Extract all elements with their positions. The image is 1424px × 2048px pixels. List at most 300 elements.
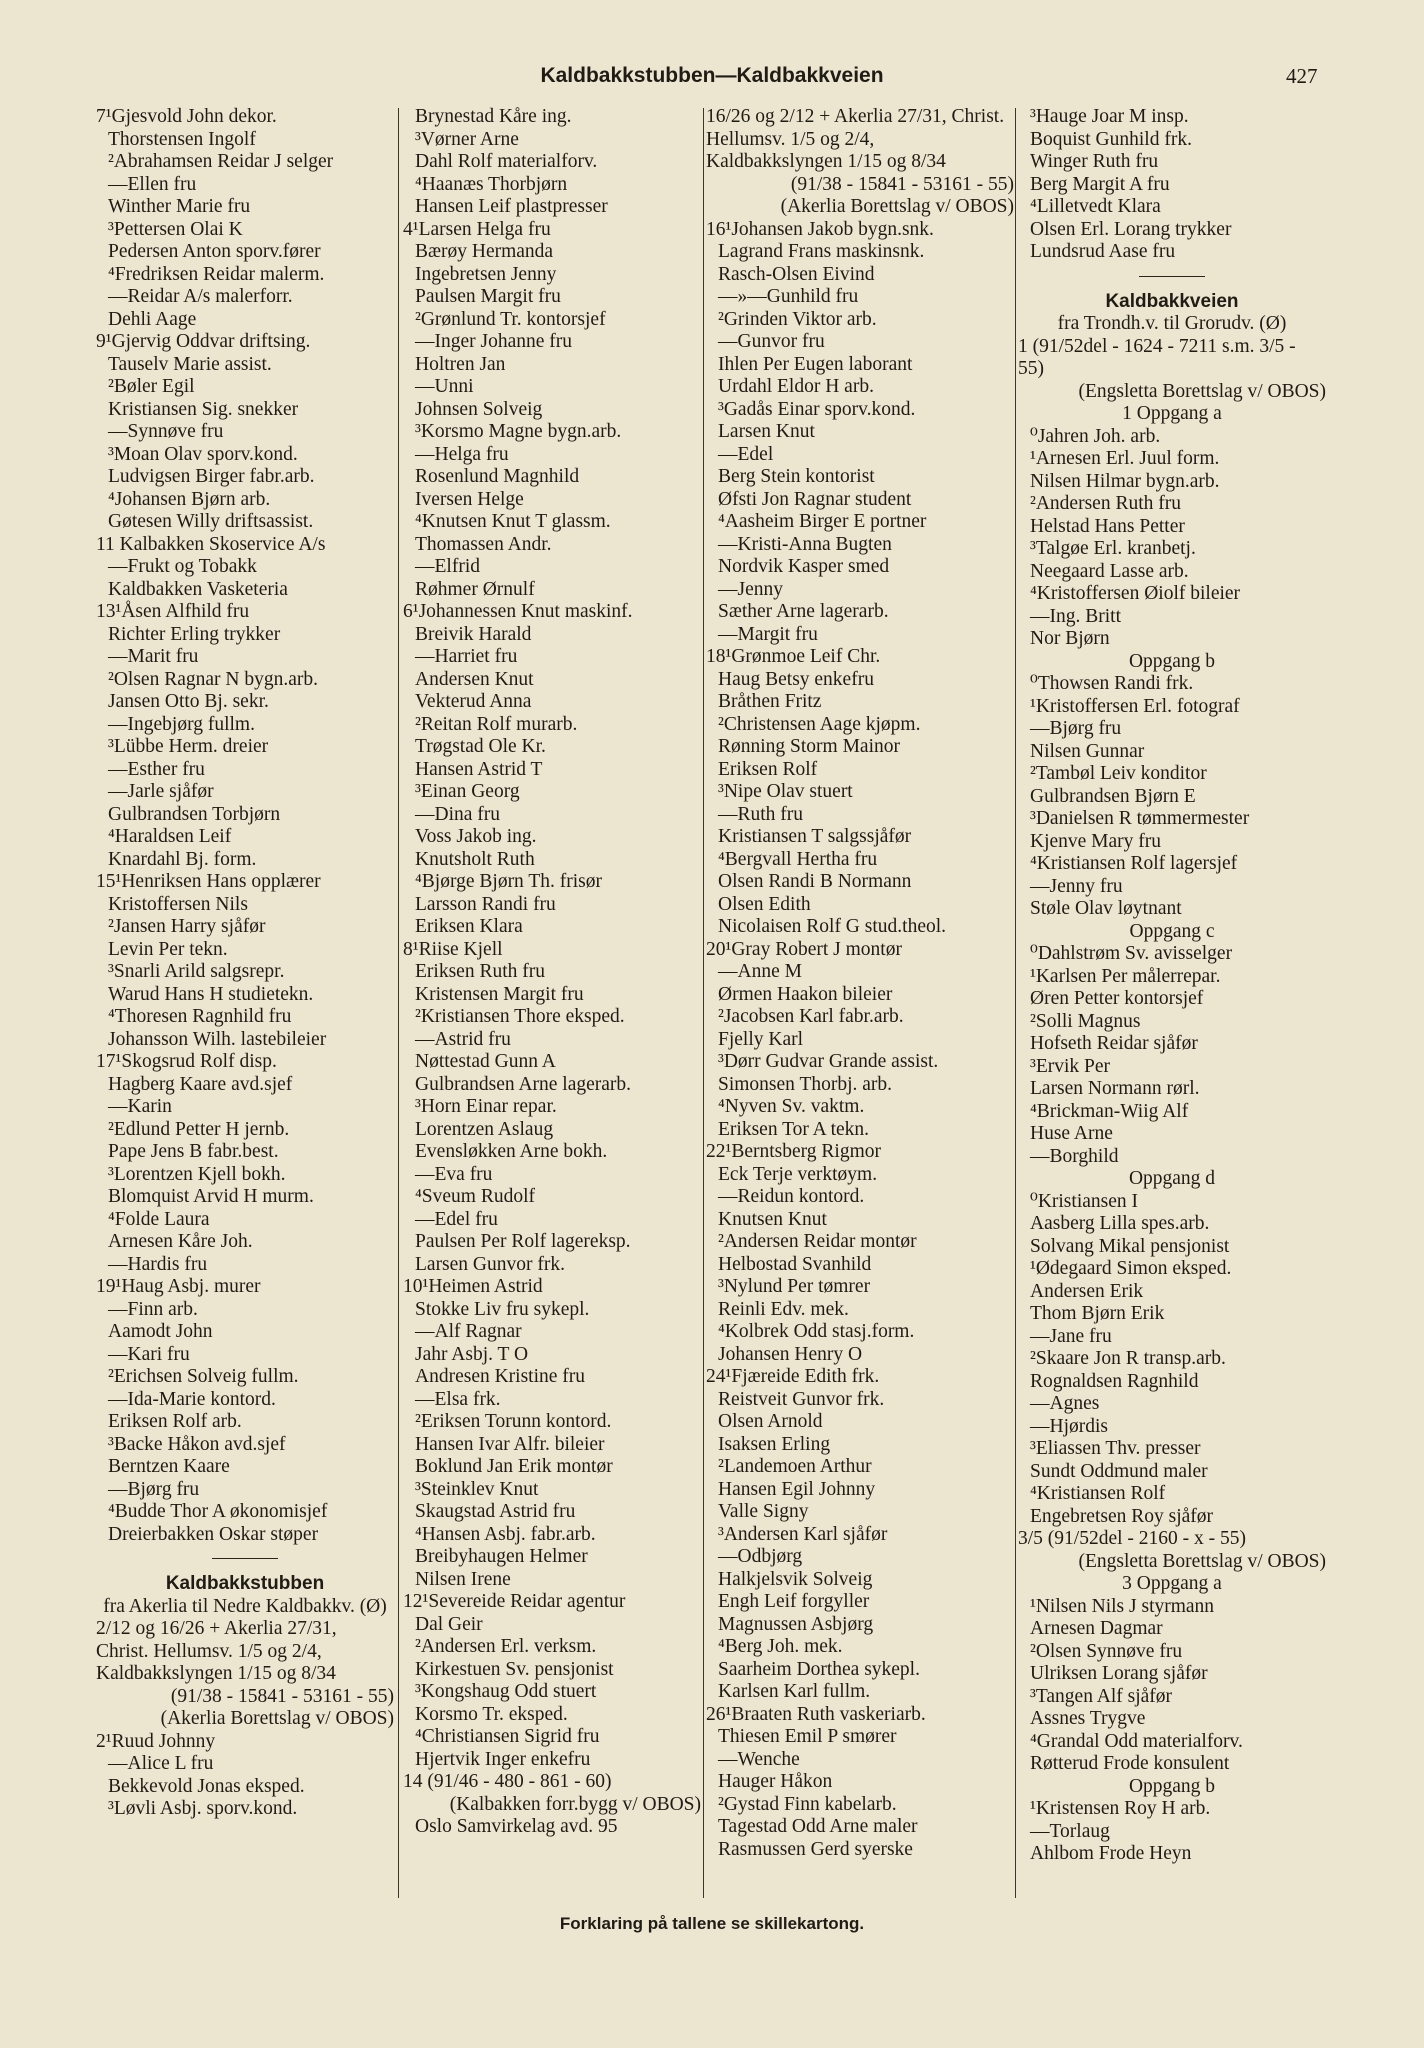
directory-entry: ³Backe Håkon avd.sjef bbox=[108, 1433, 286, 1455]
directory-entry: ¹Kristensen Roy H arb. bbox=[1030, 1798, 1211, 1819]
directory-entry: —Hardis fru bbox=[108, 1253, 208, 1275]
directory-entry: Breivik Harald bbox=[415, 623, 532, 645]
directory-entry: —Harriet fru bbox=[415, 646, 518, 667]
directory-entry: Bråthen Fritz bbox=[718, 691, 822, 712]
directory-entry: Lundsrud Aase fru bbox=[1030, 241, 1176, 262]
directory-entry: Haug Betsy enkefru bbox=[718, 668, 874, 690]
directory-entry: Dehli Aage bbox=[108, 308, 197, 330]
directory-entry: —Unni bbox=[415, 376, 474, 397]
directory-entry: Hjertvik Inger enkefru bbox=[415, 1748, 591, 1770]
entrance-label: Oppgang c bbox=[1129, 920, 1215, 942]
directory-entry: ⁴Fredriksen Reidar malerm. bbox=[108, 263, 325, 285]
directory-entry: Iversen Helge bbox=[415, 488, 524, 510]
directory-entry: Thorstensen Ingolf bbox=[108, 128, 256, 150]
directory-entry: Rosenlund Magnhild bbox=[415, 466, 580, 487]
directory-entry: Breibyhaugen Helmer bbox=[415, 1546, 588, 1567]
directory-entry: ²Eriksen Torunn kontord. bbox=[415, 1411, 612, 1432]
directory-entry: ⁴Haraldsen Leif bbox=[108, 826, 232, 847]
house-number-entry: 7¹Gjesvold John dekor. bbox=[96, 106, 277, 127]
property-info: (Kalbakken forr.bygg v/ OBOS) bbox=[449, 1793, 701, 1815]
directory-entry: Dal Geir bbox=[415, 1613, 483, 1635]
directory-entry: Kristoffersen Nils bbox=[108, 893, 248, 915]
directory-entry: —Edel fru bbox=[415, 1208, 498, 1230]
house-number-entry: 8¹Riise Kjell bbox=[403, 938, 503, 960]
directory-entry: ⁴Bjørge Bjørn Th. frisør bbox=[415, 871, 602, 892]
directory-entry: —Dina fru bbox=[415, 803, 501, 825]
directory-entry: ⁴Kristoffersen Øiolf bileier bbox=[1030, 583, 1241, 604]
directory-entry: —Inger Johanne fru bbox=[415, 331, 573, 352]
directory-entry: Ahlbom Frode Heyn bbox=[1030, 1843, 1192, 1864]
directory-entry: ³Nipe Olav stuert bbox=[718, 781, 853, 802]
directory-column-2 bbox=[403, 106, 701, 1906]
directory-entry: Paulsen Per Rolf lagereksp. bbox=[415, 1231, 631, 1252]
directory-entry: Helstad Hans Petter bbox=[1030, 515, 1185, 537]
directory-entry: ²Andersen Ruth fru bbox=[1030, 493, 1181, 514]
directory-entry: ⁴Haanæs Thorbjørn bbox=[415, 173, 568, 195]
directory-entry: ⁴Kolbrek Odd stasj.form. bbox=[718, 1321, 915, 1342]
directory-entry: Støle Olav løytnant bbox=[1030, 898, 1182, 919]
directory-entry: ³Moan Olav sporv.kond. bbox=[108, 443, 298, 465]
directory-entry: Knutsholt Ruth bbox=[415, 848, 535, 870]
directory-entry: Gulbrandsen Torbjørn bbox=[108, 803, 281, 825]
directory-entry: ³Dørr Gudvar Grande assist. bbox=[718, 1051, 939, 1072]
directory-entry: —Synnøve fru bbox=[108, 421, 224, 442]
directory-entry: —Jenny bbox=[718, 578, 783, 600]
directory-entry: Arnesen Dagmar bbox=[1030, 1618, 1163, 1639]
directory-entry: Engebretsen Roy sjåfør bbox=[1030, 1505, 1214, 1527]
directory-entry: Evensløkken Arne bokh. bbox=[415, 1141, 608, 1162]
directory-column-1 bbox=[96, 106, 394, 1906]
directory-entry: —Anne M bbox=[718, 961, 802, 982]
house-number-entry: 13¹Åsen Alfhild fru bbox=[96, 601, 250, 622]
directory-entry: —Kari fru bbox=[108, 1343, 190, 1365]
directory-entry: ³Talgøe Erl. kranbetj. bbox=[1030, 538, 1196, 559]
directory-entry: ³Andersen Karl sjåfør bbox=[718, 1523, 888, 1545]
directory-entry: Isaksen Erling bbox=[718, 1433, 831, 1455]
directory-entry: Tauselv Marie assist. bbox=[108, 353, 272, 375]
directory-entry: Bærøy Hermanda bbox=[415, 241, 554, 262]
directory-entry: ³Horn Einar repar. bbox=[415, 1096, 557, 1117]
directory-entry: Dahl Rolf materialforv. bbox=[415, 151, 598, 172]
directory-entry: ⁰Jahren Joh. arb. bbox=[1030, 425, 1161, 447]
directory-entry: ³Eliassen Thv. presser bbox=[1030, 1438, 1201, 1459]
directory-entry: Nicolaisen Rolf G stud.theol. bbox=[718, 916, 947, 937]
directory-entry: ¹Ødegaard Simon eksped. bbox=[1030, 1258, 1232, 1279]
directory-entry: ²Olsen Ragnar N bygn.arb. bbox=[108, 668, 319, 690]
column-divider bbox=[398, 108, 399, 1898]
directory-entry: —Gunvor fru bbox=[718, 331, 825, 352]
directory-entry: Eriksen Klara bbox=[415, 916, 523, 937]
entrance-label: 3 Oppgang a bbox=[1122, 1573, 1222, 1594]
directory-entry: ³Einan Georg bbox=[415, 781, 520, 802]
directory-entry: ²Abrahamsen Reidar J selger bbox=[108, 151, 334, 172]
directory-entry: ²Andersen Erl. verksm. bbox=[415, 1636, 597, 1657]
directory-entry: Pape Jens B fabr.best. bbox=[108, 1141, 279, 1162]
house-number-entry: 19¹Haug Asbj. murer bbox=[96, 1276, 261, 1297]
directory-entry: —Reidun kontord. bbox=[718, 1186, 865, 1207]
directory-entry: —Wenche bbox=[718, 1748, 800, 1770]
directory-entry: Sæther Arne lagerarb. bbox=[718, 601, 889, 622]
directory-entry: Dreierbakken Oskar støper bbox=[108, 1523, 319, 1545]
directory-entry: —Jarle sjåfør bbox=[108, 781, 214, 802]
property-info: (Engsletta Borettslag v/ OBOS) bbox=[1078, 380, 1326, 402]
directory-entry: ²Olsen Synnøve fru bbox=[1030, 1640, 1183, 1662]
directory-entry: —Edel bbox=[718, 443, 774, 465]
directory-entry: Nilsen Gunnar bbox=[1030, 740, 1145, 762]
directory-entry: Larsen Normann rørl. bbox=[1030, 1078, 1200, 1099]
directory-entry: Huse Arne bbox=[1030, 1123, 1113, 1144]
directory-entry: ²Erichsen Solveig fullm. bbox=[108, 1366, 299, 1387]
directory-entry: Røhmer Ørnulf bbox=[415, 578, 535, 600]
property-info: (Akerlia Borettslag v/ OBOS) bbox=[780, 196, 1014, 217]
house-number-entry: 26¹Braaten Ruth vaskeriarb. bbox=[706, 1703, 926, 1725]
directory-column-4 bbox=[1018, 106, 1326, 1906]
directory-entry: Skaugstad Astrid fru bbox=[415, 1501, 576, 1522]
directory-entry: Hofseth Reidar sjåfør bbox=[1030, 1033, 1198, 1054]
directory-entry: Johnsen Solveig bbox=[415, 398, 543, 420]
directory-entry: —Bjørg fru bbox=[108, 1478, 200, 1500]
house-number-entry: 22¹Berntsberg Rigmor bbox=[706, 1141, 882, 1162]
directory-entry: —Marit fru bbox=[108, 646, 199, 667]
entrance-label: Oppgang d bbox=[1128, 1168, 1216, 1189]
directory-entry: Lagrand Frans maskinsnk. bbox=[718, 241, 925, 262]
directory-entry: —Eva fru bbox=[415, 1163, 493, 1185]
directory-entry: Rognaldsen Ragnhild bbox=[1030, 1370, 1199, 1392]
directory-entry: Jansen Otto Bj. sekr. bbox=[108, 691, 269, 712]
directory-entry: ²Reitan Rolf murarb. bbox=[415, 713, 578, 735]
directory-entry: Levin Per tekn. bbox=[108, 938, 228, 960]
directory-entry: —Helga fru bbox=[415, 443, 509, 465]
house-number-entry: 18¹Grønmoe Leif Chr. bbox=[706, 646, 881, 667]
house-number-entry: 24¹Fjæreide Edith frk. bbox=[706, 1366, 880, 1387]
directory-entry: ²Skaare Jon R transp.arb. bbox=[1030, 1348, 1226, 1369]
directory-entry: Ingebretsen Jenny bbox=[415, 263, 557, 285]
directory-entry: —Jenny fru bbox=[1030, 875, 1123, 897]
directory-entry: ⁴Hansen Asbj. fabr.arb. bbox=[415, 1523, 596, 1545]
house-number-entry: 20¹Gray Robert J montør bbox=[706, 938, 902, 960]
directory-entry: ⁴Budde Thor A økonomisjef bbox=[108, 1501, 328, 1522]
directory-entry: Ørmen Haakon bileier bbox=[718, 983, 893, 1005]
directory-entry: Øfsti Jon Ragnar student bbox=[718, 488, 912, 510]
directory-entry: —Bjørg fru bbox=[1030, 718, 1122, 739]
directory-entry: Johansson Wilh. lastebileier bbox=[108, 1028, 327, 1050]
directory-entry: ²Gystad Finn kabelarb. bbox=[718, 1793, 897, 1815]
directory-entry: —Agnes bbox=[1030, 1393, 1100, 1414]
directory-entry: Andersen Knut bbox=[415, 668, 534, 690]
directory-entry: ⁴Kristiansen Rolf bbox=[1030, 1483, 1166, 1504]
directory-entry: Fjelly Karl bbox=[718, 1028, 804, 1050]
directory-entry: Kristiansen Sig. snekker bbox=[108, 398, 299, 420]
directory-entry: ⁴Kristiansen Rolf lagersjef bbox=[1030, 853, 1238, 874]
directory-entry: —Ingebjørg fullm. bbox=[108, 713, 255, 735]
directory-entry: —Astrid fru bbox=[415, 1028, 511, 1050]
directory-entry: ²Jacobsen Karl fabr.arb. bbox=[718, 1006, 904, 1027]
directory-entry: ⁰Kristiansen I bbox=[1030, 1190, 1139, 1212]
directory-entry: ³Tangen Alf sjåfør bbox=[1030, 1685, 1173, 1707]
directory-entry: ⁴Lilletvedt Klara bbox=[1030, 196, 1161, 217]
property-info: (Akerlia Borettslag v/ OBOS) bbox=[160, 1708, 394, 1729]
directory-entry: ³Pettersen Olai K bbox=[108, 218, 243, 240]
directory-entry: —Jane fru bbox=[1030, 1325, 1112, 1347]
directory-entry: —Karin bbox=[108, 1096, 172, 1117]
section-rule bbox=[1139, 276, 1205, 277]
directory-entry: Andresen Kristine fru bbox=[415, 1366, 586, 1387]
street-description: fra Trondh.v. til Grorudv. (Ø) bbox=[1057, 313, 1287, 334]
directory-entry: Hagberg Kaare avd.sjef bbox=[108, 1073, 293, 1095]
directory-entry: ³Lübbe Herm. dreier bbox=[108, 736, 269, 757]
column-divider bbox=[703, 108, 704, 1898]
directory-entry: Eck Terje verktøym. bbox=[718, 1163, 878, 1185]
directory-entry: ³Hauge Joar M insp. bbox=[1030, 106, 1189, 127]
directory-entry: —Kristi-Anna Bugten bbox=[718, 533, 892, 555]
directory-entry: ¹Karlsen Per målerrepar. bbox=[1030, 965, 1221, 987]
directory-entry: Vekterud Anna bbox=[415, 691, 532, 712]
directory-entry: Boklund Jan Erik montør bbox=[415, 1456, 613, 1477]
directory-entry: ³Korsmo Magne bygn.arb. bbox=[415, 421, 622, 442]
directory-entry: Urdahl Eldor H arb. bbox=[718, 376, 874, 397]
directory-entry: Kaldbakken Vasketeria bbox=[108, 578, 288, 600]
directory-entry: Oslo Samvirkelag avd. 95 bbox=[415, 1816, 618, 1837]
house-number-entry: 6¹Johannessen Knut maskinf. bbox=[403, 601, 633, 622]
directory-entry: ⁴Berg Joh. mek. bbox=[718, 1636, 843, 1657]
directory-entry: ²Grønlund Tr. kontorsjef bbox=[415, 308, 606, 330]
directory-entry: Brynestad Kåre ing. bbox=[415, 106, 572, 127]
directory-entry: ³Snarli Arild salgsrepr. bbox=[108, 961, 285, 982]
directory-entry: —Hjørdis bbox=[1030, 1415, 1108, 1437]
directory-entry: Thom Bjørn Erik bbox=[1030, 1303, 1165, 1324]
directory-entry: Rasmussen Gerd syerske bbox=[718, 1838, 913, 1860]
directory-entry: Rønning Storm Mainor bbox=[718, 736, 901, 757]
section-rule bbox=[212, 1558, 278, 1559]
directory-entry: ³Vørner Arne bbox=[415, 128, 519, 150]
house-number-entry: 9¹Gjervig Oddvar driftsing. bbox=[96, 331, 311, 352]
directory-entry: ³Steinklev Knut bbox=[415, 1478, 539, 1500]
directory-entry: Olsen Randi B Normann bbox=[718, 871, 912, 892]
directory-entry: Tagestad Odd Arne maler bbox=[718, 1816, 918, 1837]
directory-entry: Knutsen Knut bbox=[718, 1208, 827, 1230]
directory-column-3 bbox=[706, 106, 1014, 1906]
directory-entry: Gulbrandsen Arne lagerarb. bbox=[415, 1073, 632, 1095]
property-info: (91/38 - 15841 - 53161 - 55) bbox=[790, 173, 1014, 195]
entrance-label: 1 Oppgang a bbox=[1122, 403, 1222, 424]
directory-entry: Valle Signy bbox=[718, 1501, 809, 1522]
directory-entry: ³Kongshaug Odd stuert bbox=[415, 1681, 597, 1702]
directory-entry: ⁴Nyven Sv. vaktm. bbox=[718, 1096, 865, 1117]
directory-entry: Holtren Jan bbox=[415, 353, 506, 375]
directory-entry: Olsen Edith bbox=[718, 893, 811, 915]
directory-entry: Berg Stein kontorist bbox=[718, 466, 875, 487]
directory-entry: —Ellen fru bbox=[108, 173, 197, 195]
directory-entry: —Esther fru bbox=[108, 758, 205, 780]
directory-entry: ¹Kristoffersen Erl. fotograf bbox=[1030, 695, 1240, 717]
directory-entry: Blomquist Arvid H murm. bbox=[108, 1186, 314, 1207]
property-info: (Engsletta Borettslag v/ OBOS) bbox=[1078, 1550, 1326, 1572]
directory-entry: Arnesen Kåre Joh. bbox=[108, 1231, 253, 1252]
directory-entry: —Torlaug bbox=[1030, 1820, 1110, 1842]
directory-entry: Gulbrandsen Bjørn E bbox=[1030, 785, 1196, 807]
directory-entry: ²Grinden Viktor arb. bbox=[718, 308, 877, 330]
directory-entry: —Reidar A/s malerforr. bbox=[108, 286, 293, 307]
directory-entry: —Ida-Marie kontord. bbox=[108, 1388, 276, 1410]
directory-entry: Hansen Leif plastpresser bbox=[415, 196, 608, 217]
directory-entry: Jahr Asbj. T O bbox=[415, 1343, 529, 1365]
directory-entry: ⁴Johansen Bjørn arb. bbox=[108, 488, 271, 510]
directory-entry: Kristensen Margit fru bbox=[415, 983, 584, 1005]
house-number-entry: 14 (91/46 - 480 - 861 - 60) bbox=[403, 1771, 612, 1792]
directory-entry: Knardahl Bj. form. bbox=[108, 848, 257, 870]
directory-entry: Reinli Edv. mek. bbox=[718, 1298, 849, 1320]
house-number-entry: 16/26 og 2/12 + Akerlia 27/31, Christ. Hellumsv. 1/5 og 2/4, Kaldbakkslyngen 1/15 og 8/34 bbox=[706, 106, 1005, 172]
directory-entry: Gøtesen Willy driftsassist. bbox=[108, 511, 314, 532]
directory-entry: Berntzen Kaare bbox=[108, 1456, 230, 1477]
directory-entry: Andersen Erik bbox=[1030, 1280, 1144, 1302]
directory-entry: Olsen Arnold bbox=[718, 1411, 823, 1432]
directory-entry: —Margit fru bbox=[718, 623, 818, 645]
directory-entry: Thiesen Emil P smører bbox=[718, 1726, 897, 1747]
directory-entry: Aasberg Lilla spes.arb. bbox=[1030, 1213, 1210, 1234]
house-number-entry: 2/12 og 16/26 + Akerlia 27/31, Christ. Hellumsv. 1/5 og 2/4, Kaldbakkslyngen 1/15 og 8/34 bbox=[96, 1618, 337, 1684]
page-number: 427 bbox=[1286, 64, 1318, 88]
directory-entry: Nilsen Hilmar bygn.arb. bbox=[1030, 470, 1220, 492]
directory-entry: Kjenve Mary fru bbox=[1030, 830, 1162, 852]
house-number-entry: 4¹Larsen Helga fru bbox=[403, 218, 551, 240]
directory-entry: —Alice L fru bbox=[108, 1753, 214, 1774]
directory-entry: Kristiansen T salgssjåfør bbox=[718, 826, 912, 847]
directory-entry: Johansen Henry O bbox=[718, 1343, 863, 1365]
directory-entry: Nilsen Irene bbox=[415, 1568, 511, 1590]
directory-entry: Eriksen Rolf bbox=[718, 758, 818, 780]
directory-entry: ³Danielsen R tømmermester bbox=[1030, 808, 1250, 829]
house-number-entry: 12¹Severeide Reidar agentur bbox=[403, 1591, 626, 1612]
directory-entry: Simonsen Thorbj. arb. bbox=[718, 1073, 893, 1095]
directory-entry: Sundt Oddmund maler bbox=[1030, 1460, 1208, 1482]
directory-entry: Neegaard Lasse arb. bbox=[1030, 560, 1189, 582]
directory-entry: Lorentzen Aslaug bbox=[415, 1118, 554, 1140]
directory-entry: Hansen Astrid T bbox=[415, 758, 543, 780]
directory-entry: Rasch-Olsen Eivind bbox=[718, 263, 875, 285]
house-number-entry: 3/5 (91/52del - 2160 - x - 55) bbox=[1018, 1528, 1247, 1549]
house-number-entry: 1 (91/52del - 1624 - 7211 s.m. 3/5 - 55) bbox=[1018, 335, 1296, 379]
directory-entry: Larsson Randi fru bbox=[415, 893, 556, 915]
directory-entry: Eriksen Rolf arb. bbox=[108, 1411, 242, 1432]
directory-entry: Magnussen Asbjørg bbox=[718, 1613, 874, 1635]
street-heading: Kaldbakkveien bbox=[1105, 290, 1239, 312]
directory-entry: Winther Marie fru bbox=[108, 196, 251, 217]
directory-entry: ³Gadås Einar sporv.kond. bbox=[718, 398, 916, 420]
directory-entry: —Alf Ragnar bbox=[415, 1321, 522, 1342]
directory-entry: ⁴Brickman-Wiig Alf bbox=[1030, 1100, 1189, 1122]
directory-entry: —Elfrid bbox=[415, 556, 480, 577]
directory-entry: Stokke Liv fru sykepl. bbox=[415, 1298, 590, 1320]
directory-entry: Solvang Mikal pensjonist bbox=[1030, 1235, 1230, 1257]
directory-entry: ⁴Grandal Odd materialforv. bbox=[1030, 1730, 1243, 1752]
directory-entry: Hansen Egil Johnny bbox=[718, 1478, 876, 1500]
directory-entry: Nor Bjørn bbox=[1030, 628, 1110, 649]
directory-entry: Olsen Erl. Lorang trykker bbox=[1030, 218, 1232, 240]
directory-entry: Reistveit Gunvor frk. bbox=[718, 1388, 885, 1410]
directory-entry: ³Nylund Per tømrer bbox=[718, 1276, 871, 1297]
directory-entry: Richter Erling trykker bbox=[108, 623, 281, 645]
directory-entry: Karlsen Karl fullm. bbox=[718, 1681, 871, 1702]
directory-entry: —Finn arb. bbox=[108, 1298, 198, 1320]
page-title: Kaldbakkstubben—Kaldbakkveien bbox=[540, 64, 884, 87]
directory-entry: Boquist Gunhild frk. bbox=[1030, 128, 1192, 150]
directory-entry: Ulriksen Lorang sjåfør bbox=[1030, 1663, 1208, 1684]
house-number-entry: 11 Kalbakken Skoservice A/s bbox=[96, 533, 326, 555]
directory-entry: ⁴Bergvall Hertha fru bbox=[718, 848, 878, 870]
directory-entry: Warud Hans H studietekn. bbox=[108, 983, 314, 1005]
directory-entry: Halkjelsvik Solveig bbox=[718, 1568, 873, 1590]
directory-entry: Trøgstad Ole Kr. bbox=[415, 736, 546, 757]
house-number-entry: 17¹Skogsrud Rolf disp. bbox=[96, 1051, 277, 1072]
directory-entry: —Frukt og Tobakk bbox=[108, 556, 257, 577]
directory-entry: ²Solli Magnus bbox=[1030, 1010, 1141, 1032]
directory-entry: Bekkevold Jonas eksped. bbox=[108, 1775, 305, 1797]
directory-entry: ⁴Thoresen Ragnhild fru bbox=[108, 1006, 292, 1027]
directory-entry: Voss Jakob ing. bbox=[415, 826, 537, 847]
directory-entry: ²Edlund Petter H jernb. bbox=[108, 1118, 290, 1140]
directory-entry: ⁴Sveum Rudolf bbox=[415, 1186, 536, 1207]
directory-entry: Nordvik Kasper smed bbox=[718, 556, 890, 577]
directory-entry: Winger Ruth fru bbox=[1030, 151, 1159, 172]
directory-entry: Larsen Gunvor frk. bbox=[415, 1253, 565, 1275]
directory-entry: Kirkestuen Sv. pensjonist bbox=[415, 1658, 614, 1680]
entrance-label: Oppgang b bbox=[1128, 650, 1216, 672]
directory-entry: Ludvigsen Birger fabr.arb. bbox=[108, 466, 315, 487]
house-number-entry: 10¹Heimen Astrid bbox=[403, 1276, 543, 1297]
directory-entry: ²Christensen Aage kjøpm. bbox=[718, 713, 921, 735]
street-description: fra Akerlia til Nedre Kaldbakkv. (Ø) bbox=[103, 1595, 387, 1617]
directory-entry: —Ruth fru bbox=[718, 803, 804, 825]
directory-entry: ⁰Thowsen Randi frk. bbox=[1030, 673, 1194, 694]
directory-entry: —Elsa frk. bbox=[415, 1388, 501, 1410]
directory-entry: Ihlen Per Eugen laborant bbox=[718, 353, 913, 375]
directory-entry: ¹Nilsen Nils J styrmann bbox=[1030, 1595, 1215, 1617]
directory-entry: Helbostad Svanhild bbox=[718, 1253, 872, 1275]
column-divider bbox=[1015, 108, 1016, 1898]
directory-entry: ⁴Folde Laura bbox=[108, 1208, 210, 1230]
directory-entry: —»—Gunhild fru bbox=[718, 286, 859, 307]
directory-entry: ³Løvli Asbj. sporv.kond. bbox=[108, 1798, 298, 1819]
directory-entry: Røtterud Frode konsulent bbox=[1030, 1753, 1230, 1774]
directory-entry: Engh Leif forgyller bbox=[718, 1591, 870, 1612]
directory-entry: Paulsen Margit fru bbox=[415, 286, 561, 307]
directory-entry: ³Ervik Per bbox=[1030, 1055, 1111, 1077]
directory-entry: ⁰Dahlstrøm Sv. avisselger bbox=[1030, 943, 1233, 964]
directory-entry: ²Tambøl Leiv konditor bbox=[1030, 763, 1207, 784]
directory-entry: Pedersen Anton sporv.fører bbox=[108, 241, 321, 262]
directory-entry: ²Andersen Reidar montør bbox=[718, 1231, 917, 1252]
directory-entry: —Odbjørg bbox=[718, 1546, 803, 1567]
directory-entry: ¹Arnesen Erl. Juul form. bbox=[1030, 448, 1220, 469]
directory-entry: Aamodt John bbox=[108, 1321, 213, 1342]
directory-entry: ⁴Christiansen Sigrid fru bbox=[415, 1726, 600, 1747]
directory-entry: Assnes Trygve bbox=[1030, 1708, 1146, 1729]
property-info: (91/38 - 15841 - 53161 - 55) bbox=[170, 1685, 394, 1707]
directory-entry: ²Jansen Harry sjåfør bbox=[108, 916, 266, 937]
directory-entry: —Ing. Britt bbox=[1030, 605, 1121, 627]
directory-entry: Hansen Ivar Alfr. bileier bbox=[415, 1433, 605, 1455]
street-heading: Kaldbakkstubben bbox=[165, 1573, 325, 1594]
directory-entry: —Borghild bbox=[1030, 1145, 1119, 1167]
house-number-entry: 2¹Ruud Johnny bbox=[96, 1730, 216, 1752]
directory-entry: Berg Margit A fru bbox=[1030, 173, 1170, 195]
house-number-entry: 16¹Johansen Jakob bygn.snk. bbox=[706, 218, 934, 240]
entrance-label: Oppgang b bbox=[1128, 1775, 1216, 1797]
directory-entry: ³Lorentzen Kjell bokh. bbox=[108, 1163, 286, 1185]
directory-entry: ⁴Knutsen Knut T glassm. bbox=[415, 511, 611, 532]
directory-entry: Øren Petter kontorsjef bbox=[1030, 988, 1204, 1009]
